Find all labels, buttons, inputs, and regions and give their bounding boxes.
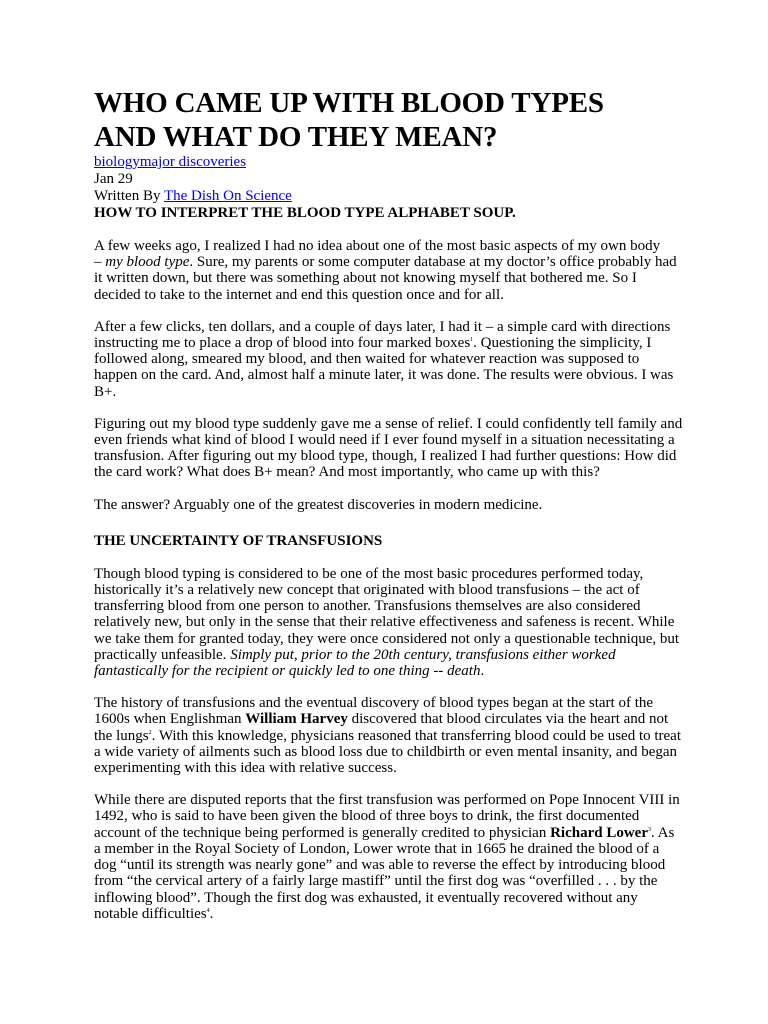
spacer — [94, 222, 684, 238]
spacer — [94, 400, 684, 416]
paragraph-2: After a few clicks, ten dollars, and a couple of days later, I had it – a simple card with directions instructing me to place a drop of blood into four marked boxes$^1$. Questioning the simplicity, I followed along, smeared my blood, and then waited for whatever reaction was supposed to happen on the card. And, almost half a minute later, it was done. The results were obvious. I was B+. — [94, 318, 674, 400]
footnote-ref-2: 2 — [148, 729, 152, 736]
name-william-harvey: William Harvey — [245, 711, 348, 728]
emphasis-quote-cont: fantastically for the recipient or quickly led to one thing -- death — [94, 663, 481, 680]
article-body — [94, 86, 684, 922]
emphasis-blood-type: my blood type — [105, 254, 190, 271]
article-meta — [94, 154, 684, 205]
spacer — [94, 679, 684, 695]
category-link[interactable]: biologymajor discoveries — [94, 154, 247, 170]
spacer — [94, 481, 684, 497]
paragraph-3: Figuring out my blood type suddenly gave me a sense of relief. I could confidently tell family and even friends what kind of blood I would need if I ever found myself in a situation necessitating a transfusion. After figuring out my blood type, though, I realized I had further questions: How did the card work? What does B+ mean? And most importantly, who came up with this? — [94, 415, 683, 481]
paragraph-5: Though blood typing is considered to be one of the most basic procedures performed today, historically it’s a relatively new concept that originated with blood transfusions – the act of transferring blood from one person to another. Transfusions themselves are also considered relatively new, but only in the sense that their relative effectiveness and safeness is recent. While we take them for granted today, they were once considered not only a questionable technique, but practically unfeasible. Simply put, prior to the 20th century, transfusions either worked fantastically for the recipient or quickly led to one thing -- death. — [94, 565, 680, 680]
spacer — [94, 303, 684, 319]
title-line-1: WHO CAME UP WITH BLOOD TYPES — [94, 87, 604, 119]
footnote-ref-4: 4 — [206, 907, 210, 914]
title-line-2: AND WHAT DO THEY MEAN? — [94, 121, 498, 153]
footnote-ref-3: 3 — [648, 826, 651, 833]
section-heading: THE UNCERTAINTY OF TRANSFUSIONS — [94, 532, 383, 549]
name-richard-lower: Richard Lower — [550, 824, 648, 841]
spacer — [94, 513, 684, 530]
paragraph-1: A few weeks ago, I realized I had no idea about one of the most basic aspects of my own body – my blood type. Sure, my parents or some computer database at my doctor’s office probably had it written down, but there was something about not knowing myself that bothered me. So I decided to take to the internet and end this question once and for all. — [94, 238, 677, 303]
spacer — [94, 550, 684, 566]
article-title — [94, 86, 684, 154]
spacer — [94, 776, 684, 792]
emphasis-quote: Simply put, prior to the 20th century, transfusions either worked — [230, 646, 616, 663]
written-by-label: Written By — [94, 188, 164, 204]
article-subtitle: HOW TO INTERPRET THE BLOOD TYPE ALPHABET SOUP. — [94, 205, 516, 221]
author-link[interactable]: The Dish On Science — [163, 188, 292, 204]
paragraph-6: The history of transfusions and the eventual discovery of blood types began at the start of the 1600s when Englishman William Harvey discovered that blood circulates via the heart and not the lungs$^2$. With this knowledge, physicians reasoned that transferring blood could be used to treat a wide variety of ailments such as blood loss due to childbirth or even mental insanity, and began experimenting with this idea with relative success. — [94, 695, 682, 777]
footnote-ref-1: 1 — [470, 337, 474, 344]
paragraph-4: The answer? Arguably one of the greatest discoveries in modern medicine. — [94, 496, 543, 513]
paragraph-7: While there are disputed reports that the first transfusion was performed on Pope Innocent VIII in 1492, who is said to have been given the blood of three boys to drink, the first documented account of the technique being performed is generally credited to physician Richard Lower$^3$. As a member in the Royal Society of London, Lower wrote that in 1665 he drained the blood of a dog “until its strength was nearly gone” and was able to reverse the effect by introducing blood from “the cervical artery of a fairly large mastiff” until the first dog was “overfilled . . . by the inflowing blood”. Though the first dog was exhausted, it eventually recovered without any notable difficulties$^4$. — [94, 792, 680, 922]
article-date: Jan 29 — [94, 171, 133, 187]
